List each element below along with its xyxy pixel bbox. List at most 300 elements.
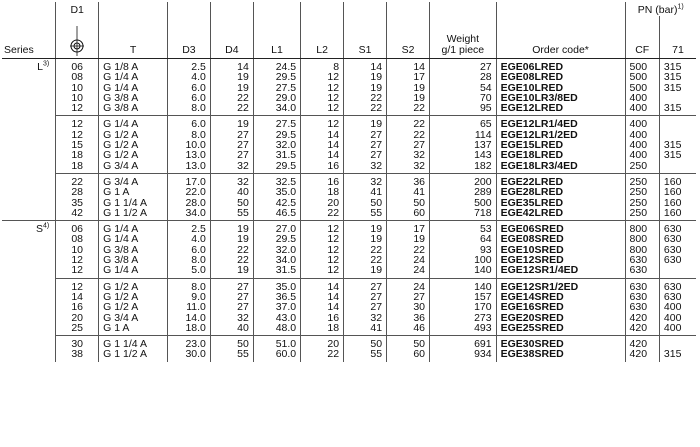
cell-pn-71: 315: [659, 103, 696, 116]
cell-d3: 30.0: [167, 349, 210, 361]
cell-pn-71: 630: [659, 221, 696, 235]
cell-l2: 14: [301, 292, 344, 302]
col-header-weight: Weight g/1 piece: [430, 16, 497, 59]
col-header-s1: S1: [344, 16, 387, 59]
cell-pn-cf: 250: [625, 161, 659, 174]
cell-d3: 6.0: [167, 83, 210, 93]
cell-l2: 16: [301, 313, 344, 323]
cell-thread: G 1/2 A: [99, 140, 168, 150]
cell-l2: 14: [301, 302, 344, 312]
cell-s1: 19: [344, 72, 387, 82]
col-header-d4: D4: [210, 16, 253, 59]
series-s-group-1: [2, 221, 696, 278]
cell-order-code: EGE06SRED: [496, 221, 625, 235]
cell-weight: 200: [430, 173, 497, 187]
cell-pn-71: 160: [659, 198, 696, 208]
cell-s1: 19: [344, 265, 387, 278]
cell-weight: 718: [430, 208, 497, 221]
cell-pn-71: 315: [659, 83, 696, 93]
table-row: [2, 349, 696, 361]
cell-pn-71: [659, 265, 696, 278]
cell-pn-71: 315: [659, 140, 696, 150]
cell-weight: 27: [430, 59, 497, 73]
cell-d4: 19: [210, 83, 253, 93]
cell-d3: 8.0: [167, 130, 210, 140]
cell-s2: 27: [387, 140, 430, 150]
cell-l2: 12: [301, 265, 344, 278]
cell-thread: G 1 1/2 A: [99, 208, 168, 221]
cell-d1: 16: [56, 302, 99, 312]
cell-thread: G 1/8 A: [99, 59, 168, 73]
cell-d1: 12: [56, 255, 99, 265]
series-footnote: 3): [42, 60, 50, 68]
cell-s1: 14: [344, 59, 387, 73]
cell-d3: 14.0: [167, 313, 210, 323]
cell-pn-cf: 420: [625, 336, 659, 350]
cell-l2: 14: [301, 130, 344, 140]
cell-order-code: EGE18LRED: [496, 150, 625, 160]
cell-pn-71: 400: [659, 323, 696, 336]
cell-l2: 14: [301, 140, 344, 150]
cell-weight: 289: [430, 187, 497, 197]
cell-d4: 22: [210, 93, 253, 103]
cell-pn-cf: 500: [625, 83, 659, 93]
col-header-s2: S2: [387, 16, 430, 59]
cell-s2: 19: [387, 83, 430, 93]
cell-d3: 13.0: [167, 150, 210, 160]
cell-d1: 12: [56, 278, 99, 292]
cell-d3: 6.0: [167, 93, 210, 103]
cell-l1: 29.5: [253, 72, 300, 82]
cell-s2: 36: [387, 173, 430, 187]
cell-s2: 30: [387, 302, 430, 312]
cell-s2: 27: [387, 292, 430, 302]
col-header-cf: CF: [625, 16, 659, 59]
cell-l2: 22: [301, 349, 344, 361]
cell-pn-cf: 800: [625, 221, 659, 235]
cell-l2: 14: [301, 278, 344, 292]
cell-l2: 12: [301, 93, 344, 103]
cell-l2: 18: [301, 323, 344, 336]
table-row: [2, 323, 696, 336]
cell-l1: 34.0: [253, 255, 300, 265]
cell-l2: 14: [301, 150, 344, 160]
cell-d4: 27: [210, 278, 253, 292]
cell-d4: 19: [210, 221, 253, 235]
cell-pn-cf: 800: [625, 245, 659, 255]
cell-pn-cf: 500: [625, 59, 659, 73]
cell-d1: 22: [56, 173, 99, 187]
cell-pn-cf: 420: [625, 323, 659, 336]
cell-s2: 19: [387, 93, 430, 103]
cell-s2: 46: [387, 323, 430, 336]
cell-order-code: EGE42LRED: [496, 208, 625, 221]
cell-l2: 12: [301, 83, 344, 93]
cell-d4: 19: [210, 116, 253, 130]
cell-pn-71: 160: [659, 173, 696, 187]
cell-thread: G 1/2 A: [99, 292, 168, 302]
cell-pn-cf: 400: [625, 103, 659, 116]
cell-l2: 18: [301, 187, 344, 197]
cell-s1: 27: [344, 150, 387, 160]
table-row: [2, 336, 696, 350]
cell-s1: 19: [344, 221, 387, 235]
cell-order-code: EGE10LRED: [496, 83, 625, 93]
cell-l1: 36.5: [253, 292, 300, 302]
cell-thread: G 1/2 A: [99, 150, 168, 160]
cell-d4: 19: [210, 72, 253, 82]
cell-s1: 19: [344, 116, 387, 130]
series-name: S: [35, 223, 43, 236]
cell-order-code: EGE15LRED: [496, 140, 625, 150]
cell-l1: 34.0: [253, 103, 300, 116]
cell-d1: 14: [56, 292, 99, 302]
cell-d1: 28: [56, 187, 99, 197]
cell-d3: 18.0: [167, 323, 210, 336]
cell-pn-cf: 400: [625, 93, 659, 103]
cell-s1: 50: [344, 336, 387, 350]
cell-s1: 32: [344, 313, 387, 323]
cell-weight: 691: [430, 336, 497, 350]
cell-s1: 19: [344, 234, 387, 244]
cell-weight: 273: [430, 313, 497, 323]
cell-order-code: EGE25SRED: [496, 323, 625, 336]
cell-d4: 14: [210, 59, 253, 73]
cell-order-code: EGE10LR3/8ED: [496, 93, 625, 103]
cell-l1: 42.5: [253, 198, 300, 208]
cell-thread: G 3/8 A: [99, 255, 168, 265]
table-row: [2, 208, 696, 221]
cell-thread: G 1/4 A: [99, 265, 168, 278]
cell-s2: 32: [387, 161, 430, 174]
cell-d4: 55: [210, 208, 253, 221]
cell-l1: 32.0: [253, 245, 300, 255]
cell-pn-71: [659, 336, 696, 350]
cell-l1: 60.0: [253, 349, 300, 361]
cell-d4: 50: [210, 198, 253, 208]
cell-s2: 17: [387, 221, 430, 235]
cell-s2: 22: [387, 130, 430, 140]
table-header: [2, 2, 696, 59]
cell-s2: 60: [387, 349, 430, 361]
cell-d1: 10: [56, 245, 99, 255]
cell-l2: 8: [301, 59, 344, 73]
cell-order-code: EGE22LRED: [496, 173, 625, 187]
cell-order-code: EGE16SRED: [496, 302, 625, 312]
cell-weight: 95: [430, 103, 497, 116]
col-header-pn: PN (bar)$^{1)}$: [625, 2, 696, 16]
series-l-group-1: [2, 59, 696, 116]
fitting-spec-table: [2, 2, 696, 362]
cell-d3: 34.0: [167, 208, 210, 221]
cell-weight: 137: [430, 140, 497, 150]
cell-d1: 15: [56, 140, 99, 150]
cell-order-code: EGE08LRED: [496, 72, 625, 82]
cell-pn-71: 630: [659, 245, 696, 255]
cell-d4: 40: [210, 187, 253, 197]
series-label: [2, 221, 56, 235]
cell-pn-cf: 630: [625, 302, 659, 312]
cell-s1: 27: [344, 140, 387, 150]
cell-d1: 30: [56, 336, 99, 350]
cell-l1: 29.5: [253, 234, 300, 244]
cell-l2: 20: [301, 198, 344, 208]
cell-order-code: EGE06LRED: [496, 59, 625, 73]
cell-s1: 41: [344, 187, 387, 197]
cell-pn-cf: 630: [625, 265, 659, 278]
cell-s1: 22: [344, 93, 387, 103]
cell-weight: 64: [430, 234, 497, 244]
cell-s1: 41: [344, 323, 387, 336]
cell-order-code: EGE14SRED: [496, 292, 625, 302]
cell-pn-71: 315: [659, 349, 696, 361]
cell-d1: 35: [56, 198, 99, 208]
cell-thread: G 1 A: [99, 187, 168, 197]
cell-d4: 55: [210, 349, 253, 361]
cell-s2: 41: [387, 187, 430, 197]
cell-s2: 22: [387, 103, 430, 116]
cell-thread: G 3/4 A: [99, 173, 168, 187]
cell-l1: 37.0: [253, 302, 300, 312]
table-row: [2, 221, 696, 235]
cell-l1: 32.5: [253, 173, 300, 187]
cell-thread: G 3/4 A: [99, 161, 168, 174]
series-s-group-2: [2, 278, 696, 335]
cell-s1: 19: [344, 83, 387, 93]
cell-d1: 42: [56, 208, 99, 221]
cell-l1: 35.0: [253, 187, 300, 197]
cell-thread: G 1/4 A: [99, 234, 168, 244]
cell-d1: 06: [56, 221, 99, 235]
cell-d3: 6.0: [167, 116, 210, 130]
cell-s1: 32: [344, 161, 387, 174]
cell-weight: 140: [430, 265, 497, 278]
cell-pn-cf: 250: [625, 198, 659, 208]
cell-s1: 27: [344, 302, 387, 312]
cell-pn-cf: 400: [625, 150, 659, 160]
cell-order-code: EGE12SR1/4ED: [496, 265, 625, 278]
cell-thread: G 3/8 A: [99, 245, 168, 255]
cell-l1: 24.5: [253, 59, 300, 73]
cell-l1: 29.5: [253, 161, 300, 174]
cell-d1: 10: [56, 83, 99, 93]
cell-thread: G 1/2 A: [99, 302, 168, 312]
cell-s2: 17: [387, 72, 430, 82]
cell-pn-cf: 630: [625, 255, 659, 265]
cell-s2: 50: [387, 336, 430, 350]
cell-pn-71: 315: [659, 72, 696, 82]
series-name: L: [37, 61, 43, 73]
cell-d1: 18: [56, 150, 99, 160]
cell-d1: 08: [56, 234, 99, 244]
cell-l1: 27.0: [253, 221, 300, 235]
cell-d4: 32: [210, 313, 253, 323]
table-row: [2, 116, 696, 130]
cell-pn-71: 315: [659, 59, 696, 73]
cell-d4: 40: [210, 323, 253, 336]
cell-s2: 36: [387, 313, 430, 323]
cell-l1: 27.5: [253, 116, 300, 130]
cell-d3: 5.0: [167, 265, 210, 278]
cell-d4: 27: [210, 302, 253, 312]
cell-l1: 32.0: [253, 140, 300, 150]
cell-order-code: EGE35LRED: [496, 198, 625, 208]
cell-l2: 16: [301, 173, 344, 187]
cell-s1: 55: [344, 349, 387, 361]
cell-d3: 4.0: [167, 234, 210, 244]
table-row: [2, 302, 696, 312]
series-l-group-2: [2, 116, 696, 173]
cell-thread: G 1/4 A: [99, 83, 168, 93]
cell-s1: 22: [344, 245, 387, 255]
cell-weight: 493: [430, 323, 497, 336]
cell-l1: 29.5: [253, 130, 300, 140]
cell-pn-71: 630: [659, 255, 696, 265]
cell-weight: 93: [430, 245, 497, 255]
cell-d1: 12: [56, 265, 99, 278]
cell-weight: 157: [430, 292, 497, 302]
cell-order-code: EGE12SRED: [496, 255, 625, 265]
cell-order-code: EGE12LR1/4ED: [496, 116, 625, 130]
cell-d1: 20: [56, 313, 99, 323]
cell-d4: 27: [210, 150, 253, 160]
cell-d3: 2.5: [167, 59, 210, 73]
cell-s2: 24: [387, 278, 430, 292]
cell-weight: 140: [430, 278, 497, 292]
cell-s1: 27: [344, 130, 387, 140]
cell-order-code: EGE20SRED: [496, 313, 625, 323]
cell-d4: 22: [210, 245, 253, 255]
cell-pn-71: 315: [659, 150, 696, 160]
cell-pn-cf: 250: [625, 208, 659, 221]
cell-order-code: EGE38SRED: [496, 349, 625, 361]
cell-s2: 32: [387, 150, 430, 160]
cell-l1: 35.0: [253, 278, 300, 292]
cell-s2: 22: [387, 116, 430, 130]
cell-weight: 53: [430, 221, 497, 235]
series-s-group-3: [2, 336, 696, 362]
cell-d3: 6.0: [167, 245, 210, 255]
cell-d1: 12: [56, 130, 99, 140]
cell-l1: 29.0: [253, 93, 300, 103]
cell-pn-cf: 400: [625, 130, 659, 140]
cell-d1: 12: [56, 103, 99, 116]
cell-l2: 20: [301, 336, 344, 350]
table-row: [2, 265, 696, 278]
cell-d3: 8.0: [167, 255, 210, 265]
cell-d3: 8.0: [167, 278, 210, 292]
cell-d1: 06: [56, 59, 99, 73]
cell-order-code: EGE12LR1/2ED: [496, 130, 625, 140]
cell-l2: 12: [301, 221, 344, 235]
cell-s2: 19: [387, 234, 430, 244]
col-header-series: Series: [2, 16, 56, 59]
cell-weight: 54: [430, 83, 497, 93]
cell-d1: 25: [56, 323, 99, 336]
cell-order-code: EGE10SRED: [496, 245, 625, 255]
cell-l1: 31.5: [253, 150, 300, 160]
cell-d3: 22.0: [167, 187, 210, 197]
cell-l1: 51.0: [253, 336, 300, 350]
cell-order-code: EGE12SR1/2ED: [496, 278, 625, 292]
col-header-71: 71: [659, 16, 696, 59]
cell-l1: 43.0: [253, 313, 300, 323]
cell-l2: 22: [301, 208, 344, 221]
cell-d4: 27: [210, 130, 253, 140]
d1-symbol-icon: [56, 16, 99, 59]
cell-weight: 182: [430, 161, 497, 174]
cell-l1: 46.5: [253, 208, 300, 221]
cell-order-code: EGE12LRED: [496, 103, 625, 116]
cell-pn-cf: 400: [625, 116, 659, 130]
cell-order-code: EGE08SRED: [496, 234, 625, 244]
cell-pn-71: 630: [659, 234, 696, 244]
cell-d3: 17.0: [167, 173, 210, 187]
cell-d3: 11.0: [167, 302, 210, 312]
cell-l2: 12: [301, 255, 344, 265]
cell-pn-cf: 500: [625, 72, 659, 82]
cell-l1: 31.5: [253, 265, 300, 278]
cell-pn-cf: 420: [625, 313, 659, 323]
cell-l2: 16: [301, 161, 344, 174]
cell-weight: 28: [430, 72, 497, 82]
cell-d1: 10: [56, 93, 99, 103]
cell-d4: 50: [210, 336, 253, 350]
cell-pn-cf: 400: [625, 140, 659, 150]
col-header-d1: D1: [56, 2, 99, 16]
cell-order-code: EGE28LRED: [496, 187, 625, 197]
cell-d1: 18: [56, 161, 99, 174]
cell-s2: 22: [387, 245, 430, 255]
cell-thread: G 1/2 A: [99, 130, 168, 140]
col-header-t: T: [99, 16, 168, 59]
cell-d3: 9.0: [167, 292, 210, 302]
cell-l2: 12: [301, 234, 344, 244]
cell-pn-71: 400: [659, 302, 696, 312]
cell-d4: 32: [210, 173, 253, 187]
cell-d4: 27: [210, 140, 253, 150]
cell-d1: 38: [56, 349, 99, 361]
cell-thread: G 1/4 A: [99, 221, 168, 235]
cell-weight: 500: [430, 198, 497, 208]
cell-d4: 19: [210, 265, 253, 278]
cell-s2: 50: [387, 198, 430, 208]
cell-s2: 24: [387, 265, 430, 278]
cell-order-code: EGE30SRED: [496, 336, 625, 350]
cell-thread: G 3/8 A: [99, 93, 168, 103]
cell-pn-cf: 630: [625, 292, 659, 302]
cell-d4: 22: [210, 255, 253, 265]
cell-s2: 14: [387, 59, 430, 73]
cell-d3: 13.0: [167, 161, 210, 174]
cell-pn-cf: 630: [625, 278, 659, 292]
cell-s1: 32: [344, 173, 387, 187]
series-label: [2, 59, 56, 73]
cell-thread: G 1/2 A: [99, 278, 168, 292]
cell-pn-71: 400: [659, 313, 696, 323]
cell-d3: 4.0: [167, 72, 210, 82]
series-l-group-3: [2, 173, 696, 220]
cell-s1: 22: [344, 103, 387, 116]
cell-pn-71: 630: [659, 292, 696, 302]
cell-weight: 70: [430, 93, 497, 103]
cell-s1: 22: [344, 255, 387, 265]
cell-thread: G 1 1/4 A: [99, 198, 168, 208]
cell-d3: 2.5: [167, 221, 210, 235]
cell-d4: 19: [210, 234, 253, 244]
cell-d3: 23.0: [167, 336, 210, 350]
cell-weight: 143: [430, 150, 497, 160]
